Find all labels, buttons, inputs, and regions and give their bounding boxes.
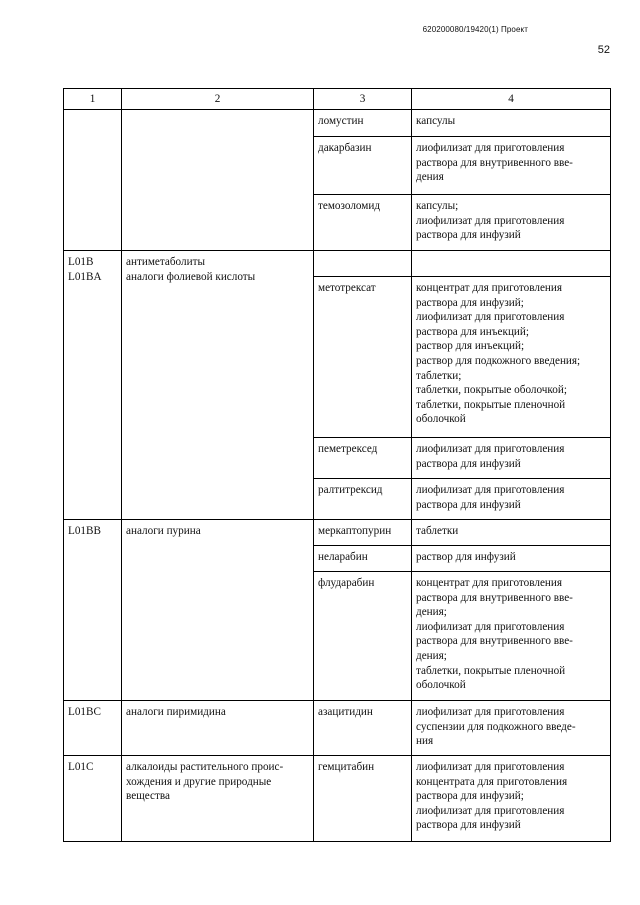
drug-table	[63, 88, 611, 842]
document-id: 620200080/19420(1) Проект	[422, 25, 528, 34]
table-row	[64, 110, 611, 137]
group-cell: аналоги пиримидина	[122, 701, 314, 756]
table-row	[64, 756, 611, 842]
drug-name-cell: неларабин	[314, 546, 412, 572]
atc-code-cell	[64, 110, 122, 251]
atc-code-cell: L01C	[64, 756, 122, 842]
table-row	[64, 701, 611, 756]
group-cell: аналоги пурина	[122, 520, 314, 701]
dosage-form-cell: лиофилизат для приготовления раствора для инфузий	[412, 438, 611, 479]
dosage-form-cell: лиофилизат для приготовления концентрата для приготовления раствора для инфузий; лиофилизат для приготовления раствора для инфузий	[412, 756, 611, 842]
dosage-form-cell: лиофилизат для приготовления суспензии для подкожного введе- ния	[412, 701, 611, 756]
dosage-form-cell: раствор для инфузий	[412, 546, 611, 572]
drug-name-cell: темозоломид	[314, 195, 412, 251]
table-row	[64, 520, 611, 546]
column-header: 4	[412, 89, 611, 110]
group-cell: алкалоиды растительного проис- хождения и другие природные вещества	[122, 756, 314, 842]
dosage-form-cell: концентрат для приготовления раствора для инфузий; лиофилизат для приготовления раствора для инъекций; раствор для инъекций; раствор для подкожного введения; таблетки; таблетки, покрытые оболочкой; таблетки, покрытые пленочной оболочкой	[412, 277, 611, 438]
page-number: 52	[597, 44, 610, 56]
header-row	[64, 89, 611, 110]
drug-name-cell: ломустин	[314, 110, 412, 137]
drug-name-cell	[314, 251, 412, 277]
atc-code-cell: L01BB	[64, 520, 122, 701]
column-header: 1	[64, 89, 122, 110]
atc-code-cell: L01B L01BA	[64, 251, 122, 520]
drug-name-cell: гемцитабин	[314, 756, 412, 842]
drug-name-cell: ралтитрексид	[314, 479, 412, 520]
group-cell	[122, 110, 314, 251]
dosage-form-cell: капсулы	[412, 110, 611, 137]
drug-name-cell: азацитидин	[314, 701, 412, 756]
dosage-form-cell: капсулы; лиофилизат для приготовления раствора для инфузий	[412, 195, 611, 251]
column-header: 3	[314, 89, 412, 110]
dosage-form-cell: таблетки	[412, 520, 611, 546]
atc-code-cell: L01BC	[64, 701, 122, 756]
dosage-form-cell: лиофилизат для приготовления раствора для инфузий	[412, 479, 611, 520]
column-header: 2	[122, 89, 314, 110]
dosage-form-cell	[412, 251, 611, 277]
dosage-form-cell: концентрат для приготовления раствора для внутривенного вве- дения; лиофилизат для приготовления раствора для внутривенного вве- дения; таблетки, покрытые пленочной оболочкой	[412, 572, 611, 701]
drug-name-cell: метотрексат	[314, 277, 412, 438]
drug-name-cell: пеметрексед	[314, 438, 412, 479]
drug-name-cell: меркаптопурин	[314, 520, 412, 546]
group-cell: антиметаболиты аналоги фолиевой кислоты	[122, 251, 314, 520]
dosage-form-cell: лиофилизат для приготовления раствора для внутривенного вве- дения	[412, 137, 611, 195]
drug-name-cell: флударабин	[314, 572, 412, 701]
drug-name-cell: дакарбазин	[314, 137, 412, 195]
table-row	[64, 251, 611, 277]
